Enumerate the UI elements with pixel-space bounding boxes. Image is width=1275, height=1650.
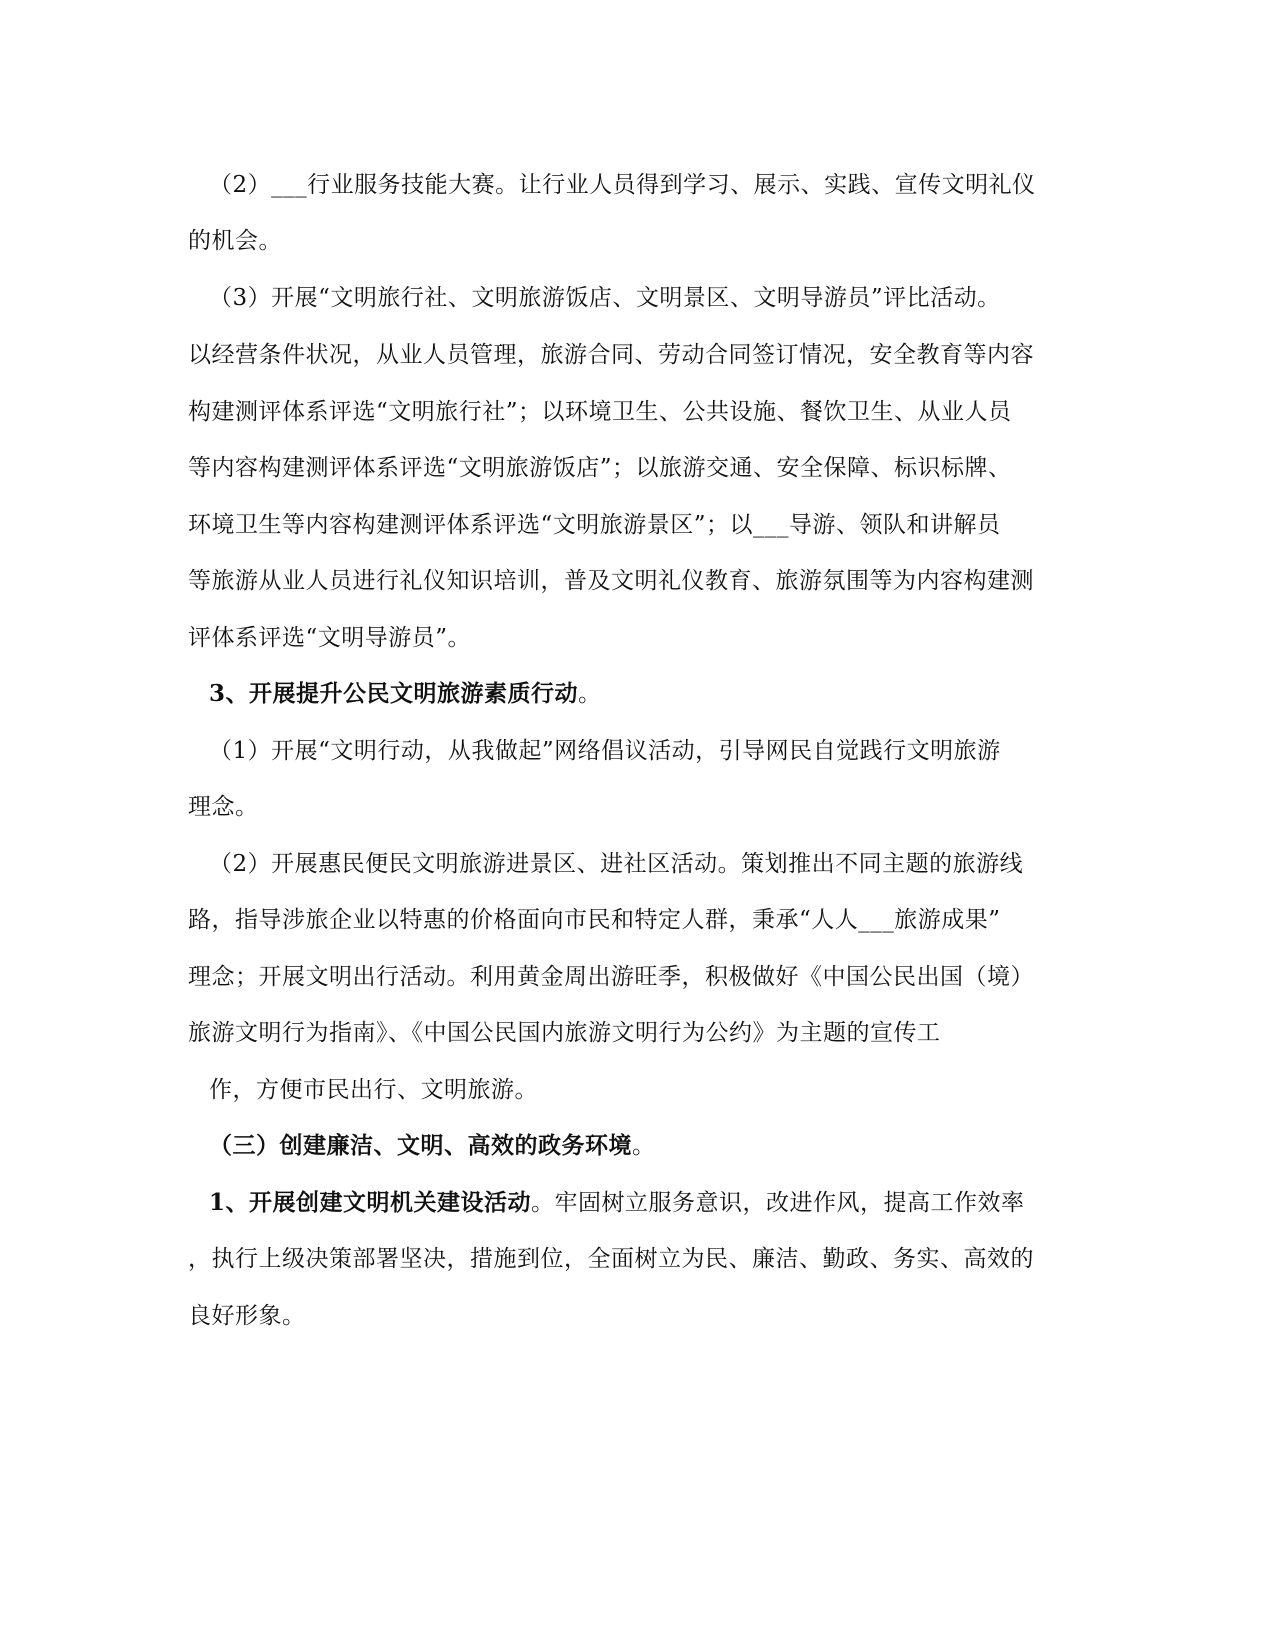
paragraph-line: 环境卫生等内容构建测评体系评选“文明旅游景区”；以___导游、领队和讲解员 bbox=[188, 512, 1001, 538]
paragraph-line: 评体系评选“文明导游员”。 bbox=[188, 625, 472, 651]
paragraph-line: （2）___行业服务技能大赛。让行业人员得到学习、展示、实践、宣传文明礼仪 bbox=[209, 172, 1036, 198]
paragraph-line: 路，指导涉旅企业以特惠的价格面向市民和特定人群，秉承“人人___旅游成果” bbox=[188, 907, 1001, 933]
paragraph-line: 的机会。 bbox=[188, 228, 282, 254]
paragraph-line: （2）开展惠民便民文明旅游进景区、进社区活动。策划推出不同主题的旅游线 bbox=[209, 851, 1024, 877]
paragraph-line: 等旅游从业人员进行礼仪知识培训，普及文明礼仪教育、旅游氛围等为内容构建测 bbox=[188, 568, 1034, 594]
paragraph-line: 构建测评体系评选“文明旅行社”；以环境卫生、公共设施、餐饮卫生、从业人员 bbox=[188, 399, 1012, 425]
section-heading bbox=[209, 679, 602, 709]
paragraph-line: （1）开展“文明行动，从我做起”网络倡议活动，引导网民自觉践行文明旅游 bbox=[209, 738, 1001, 764]
paragraph-line: 理念；开展文明出行活动。利用黄金周出游旺季，积极做好《中国公民出国（境） bbox=[188, 964, 1034, 990]
paragraph-line: 良好形象。 bbox=[188, 1303, 306, 1329]
paragraph-line bbox=[209, 1188, 1025, 1218]
section-heading-text: 3、开展提升公民文明旅游素质行动 bbox=[209, 680, 579, 707]
paragraph-line: 等内容构建测评体系评选“文明旅游饭店”；以旅游交通、安全保障、标识标牌、 bbox=[188, 455, 1012, 481]
section-heading-text: （三）创建廉洁、文明、高效的政务环境 bbox=[209, 1132, 632, 1159]
section-heading bbox=[209, 1131, 656, 1161]
section-heading-punct: 。 bbox=[632, 1133, 656, 1159]
paragraph-line: 以经营条件状况，从业人员管理，旅游合同、劳动合同签订情况，安全教育等内容 bbox=[188, 342, 1034, 368]
paragraph-line: 作，方便市民出行、文明旅游。 bbox=[209, 1077, 538, 1103]
paragraph-line: ，执行上级决策部署坚决，措施到位，全面树立为民、廉洁、勤政、务实、高效的 bbox=[188, 1246, 1034, 1272]
paragraph-line: 理念。 bbox=[188, 794, 259, 820]
paragraph-line: （3）开展“文明旅行社、文明旅游饭店、文明景区、文明导游员”评比活动。 bbox=[209, 285, 1001, 311]
paragraph-line: 旅游文明行为指南》、《中国公民国内旅游文明行为公约》为主题的宣传工 bbox=[188, 1020, 941, 1046]
subsection-heading-text: 1、开展创建文明机关建设活动 bbox=[209, 1189, 532, 1216]
paragraph-text: 。牢固树立服务意识，改进作风，提高工作效率 bbox=[531, 1190, 1025, 1216]
section-heading-punct: 。 bbox=[578, 681, 602, 707]
